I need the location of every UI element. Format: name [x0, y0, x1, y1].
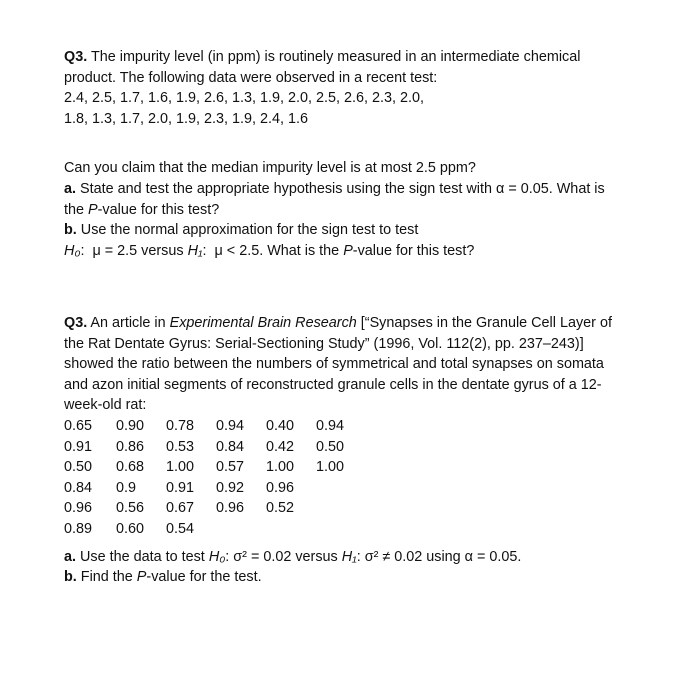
- table-cell: [316, 478, 366, 499]
- q1-part-b-label: b.: [64, 222, 77, 239]
- table-cell: 0.50: [64, 459, 93, 476]
- q2-part-a-pre: Use the data to test: [80, 548, 205, 565]
- table-cell: 0.68: [116, 459, 145, 476]
- table-cell: 0.91: [166, 479, 195, 496]
- q1-h1-text: μ < 2.5. What is the: [214, 242, 340, 259]
- q2-intro-line-2: the Rat Dentate Gyrus: Serial-Sectioning Study” (1996, Vol. 112(2), pp. 237–243)]: [64, 335, 584, 352]
- table-cell: 0.92: [216, 479, 245, 496]
- table-cell: 0.78: [166, 417, 195, 434]
- table-row: [64, 478, 366, 499]
- q1-part-b-line-1: [64, 220, 664, 241]
- q1-h0-text: μ = 2.5 versus: [92, 242, 184, 259]
- ratio-data-table: [64, 416, 366, 540]
- q1-part-a-line2-pre: the: [64, 201, 89, 218]
- table-cell: 0.94: [216, 417, 245, 434]
- q2-h1-label: H₁: [341, 548, 357, 565]
- q1-part-a-line-2: [64, 200, 664, 221]
- q1-pvalue-tail: -value for this test?: [352, 242, 475, 259]
- table-cell: 0.42: [266, 438, 295, 455]
- table-cell: 0.53: [166, 438, 195, 455]
- table-cell: 1.00: [166, 459, 195, 476]
- q1-intro-text-1: The impurity level (in ppm) is routinely measured in an intermediate chemical: [90, 49, 581, 65]
- table-row: [64, 437, 366, 458]
- table-cell: [316, 498, 366, 519]
- q1-intro-line-1: [64, 47, 664, 68]
- table-cell: 0.96: [64, 500, 93, 517]
- table-cell: 0.96: [216, 500, 245, 517]
- q2-pvalue-word: P: [136, 569, 147, 586]
- q1-intro-line-2: product. The following data were observed in a recent test:: [64, 69, 438, 86]
- q1-data-line-1: 2.4, 2.5, 1.7, 1.6, 1.9, 2.6, 1.3, 1.9, 2.0, 2.5, 2.6, 2.3, 2.0,: [64, 90, 425, 107]
- table-cell: 0.67: [166, 500, 195, 517]
- q2-part-b-label: b.: [64, 569, 77, 586]
- q2-number: Q3.: [64, 315, 88, 331]
- q1-number: Q3.: [64, 49, 88, 65]
- table-row: [64, 457, 366, 478]
- table-cell: 0.90: [116, 417, 145, 434]
- q2-h1-text: σ² ≠ 0.02 using α = 0.05.: [364, 548, 522, 565]
- table-row: [64, 519, 366, 540]
- q1-part-a-line2-post: -value for this test?: [97, 201, 220, 218]
- table-cell: 1.00: [266, 459, 295, 476]
- q1-part-a-line-1: [64, 179, 664, 200]
- table-cell: 0.52: [266, 500, 295, 517]
- spacer: [64, 540, 664, 547]
- table-cell: 0.60: [116, 520, 145, 537]
- q1-question: Can you claim that the median impurity level is at most 2.5 ppm?: [64, 160, 476, 177]
- q2-part-b-line: [64, 567, 664, 588]
- table-cell: [216, 519, 266, 540]
- table-cell: 0.86: [116, 438, 145, 455]
- table-cell: 1.00: [316, 459, 345, 476]
- table-row: [64, 416, 366, 437]
- table-cell: 0.91: [64, 438, 93, 455]
- q1-pvalue-word: P: [343, 242, 353, 259]
- q1-h0-label: H₀: [64, 242, 81, 259]
- q1-part-b-text: Use the normal approximation for the sign test to test: [80, 222, 419, 239]
- table-cell: 0.89: [64, 520, 93, 537]
- q2-intro-line-5: week-old rat:: [64, 397, 147, 414]
- question-impurity: [64, 47, 664, 261]
- q1-data-line-2: 1.8, 1.3, 1.7, 2.0, 1.9, 2.3, 1.9, 2.4, 1.6: [64, 110, 309, 127]
- table-cell: 0.50: [316, 438, 345, 455]
- spacer: [64, 129, 664, 158]
- q2-part-a-line: a. Use the data to test H₀: σ² = 0.02 versus H₁: σ² ≠ 0.02 using α = 0.05.: [64, 548, 522, 565]
- q1-part-a-text: State and test the appropriate hypothesis using the sign test with α = 0.05. What is: [80, 180, 605, 197]
- question-synapses: [64, 313, 664, 588]
- q2-h0-text: σ² = 0.02 versus: [233, 548, 338, 565]
- q2-part-b-pre: Find the: [80, 569, 133, 586]
- q2-intro-line-4: and azon initial segments of reconstructed granule cells in the dentate gyrus of a 12-: [64, 376, 602, 393]
- table-row: [64, 498, 366, 519]
- q2-h0-label: H₀: [208, 548, 226, 565]
- q1-part-a-pvalue-word: P: [88, 201, 98, 218]
- q1-h1-label: H₁: [187, 242, 203, 259]
- table-cell: 0.94: [316, 417, 345, 434]
- table-cell: [266, 519, 316, 540]
- table-cell: 0.56: [116, 500, 145, 517]
- table-cell: 0.54: [166, 520, 195, 537]
- table-cell: 0.84: [216, 438, 245, 455]
- q1-hypothesis-line: H₀: μ = 2.5 versus H₁: μ < 2.5. What is the P-value for this test?: [64, 242, 475, 259]
- table-cell: 0.40: [266, 417, 295, 434]
- table-cell: 0.96: [266, 479, 295, 496]
- table-cell: 0.84: [64, 479, 93, 496]
- q2-intro-pre: An article in: [90, 315, 166, 331]
- q2-journal-name: Experimental Brain Research: [169, 315, 357, 331]
- table-cell: 0.65: [64, 417, 93, 434]
- q2-intro-line-1: [64, 313, 664, 334]
- q2-part-b-post: -value for the test.: [146, 569, 262, 586]
- table-cell: 0.57: [216, 459, 245, 476]
- q2-part-a-label: a.: [64, 548, 77, 565]
- table-cell: [316, 519, 366, 540]
- q2-intro-post: [“Synapses in the Granule Cell Layer of: [360, 315, 612, 331]
- q2-intro-line-3: showed the ratio between the numbers of symmetrical and total synapses on somata: [64, 356, 604, 373]
- table-cell: 0.9: [116, 479, 137, 496]
- q1-part-a-label: a.: [64, 180, 77, 197]
